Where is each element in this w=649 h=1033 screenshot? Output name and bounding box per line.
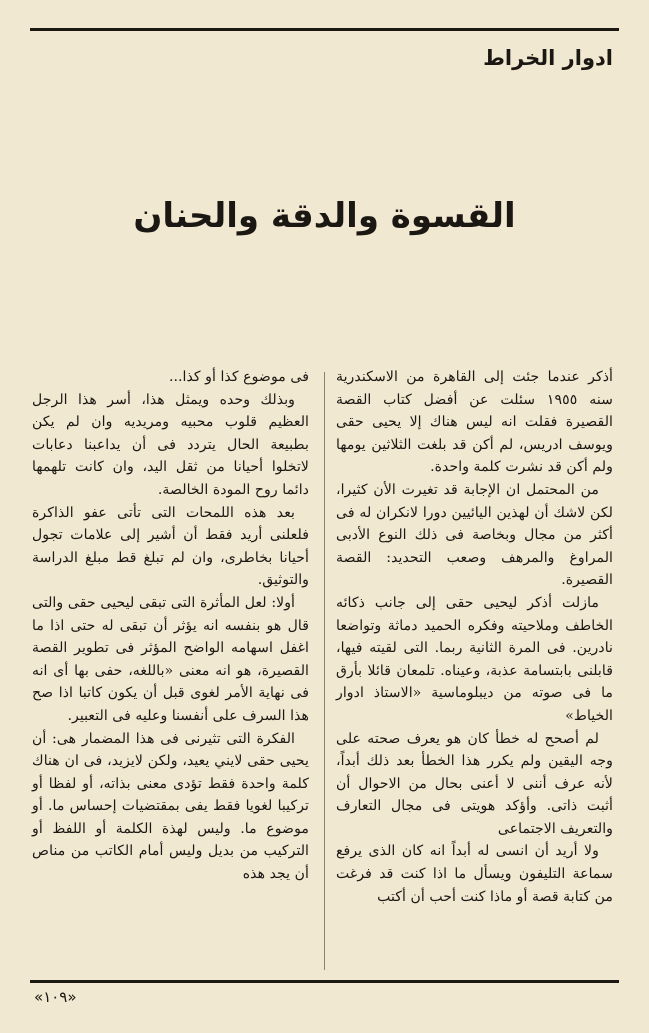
paragraph: مازلت أذكر ليحيى حقى إلى جانب ذكائه الخاطف وملاحيته وفكره الحميد دماثة وتواضعا نادرين. فى المرة الثانية ربما. التى لقيته فيها، قابلنى بابتسامة عذبة، وعيناه. تلمعان قائلا بأرق ما فى صوته من ديبلوماسية «الاستاذ ادوار الخياط» — [336, 594, 613, 724]
paragraph: الفكرة التى تثيرنى فى هذا المضمار هى: أن يحيى حقى لايني يعيد، ولكن لايزيد، فى ان هناك كلمة واحدة فقط تؤدى معنى بذاته، أو لفظا أو تركيبا لغويا فقط يفى بمقتضيات إحساس ما. أو موضوع ما. وليس لهذة الكلمة أو اللفظ أو التركيب من بديل وليس أمام الكاتب من مناص أن يجد هذه — [32, 730, 309, 883]
text-column-left — [32, 366, 309, 886]
author-name: ادوار الخراط — [483, 46, 613, 70]
paragraph: أذكر عندما جئت إلى القاهرة من الاسكندرية سنه ١٩٥٥ سئلت عن أفضل كتاب القصة القصيرة فقلت انه ليس هناك إلا يحيى حقى ويوسف ادريس، لم أكن قد بلغت الثلاثين يومها ولم أكن قد نشرت كلمة واحدة. — [336, 369, 613, 476]
paragraph: ولا أريد أن انسى له أبداً انه كان الذى يرفع سماعة التليفون ويسأل ما اذا كنت قد فرغت من كتابة قصة أو ماذا كنت أحب أن أكتب — [336, 843, 613, 905]
article-title: القسوة والدقة والحنان — [133, 196, 516, 236]
paragraph: فى موضوع كذا أو كذا... — [168, 369, 309, 385]
column-divider — [324, 372, 325, 970]
top-rule — [30, 28, 619, 31]
bottom-rule — [30, 980, 619, 983]
paragraph: بعد هذه اللمحات التى تأتى عفو الذاكرة فلعلنى أريد فقط أن أشير إلى علامات تجول أحيانا بخاطرى، وان لم تبلغ قط مبلغ الدراسة والتوثيق. — [32, 504, 309, 589]
paragraph: أولا: لعل المأثرة التى تبقى ليحيى حقى والتى قال هو بنفسه انه يؤثر أن تبقى له حتى اذا ما اغفل اسهامه الواضح المؤثر فى تطوير القصة القصيرة، هو انه معنى «باللغه، حفى بها أى انه فى نهاية الأمر لغوى قبل أن يكون كاتبا اذا صح هذا السرف على أنفسنا وعليه فى التعبير. — [32, 594, 309, 724]
page-number: «١٠٩» — [34, 988, 77, 1006]
paragraph: من المحتمل ان الإجابة قد تغيرت الأن كثيرا، لكن لاشك أن لهذين اليائيين دورا لانكران له فى أكثر من مجال وبخاصة فى ذلك النوع الأدبى المراوغ والمرهف وصعب التحديد: القصة القصيرة. — [336, 481, 613, 589]
paragraph: وبذلك وحده ويمثل هذا، أسر هذا الرجل العظيم قلوب محبيه ومريديه وان لم يكن بطبيعة الحال يتردد فى أن يداعبنا دعابات لاتخلوا أحيانا من ثقل اليد، وان كانت تلهمها دائما روح المودة الخالصة. — [32, 391, 309, 498]
paragraph: لم أصحح له خطأ كان هو يعرف صحته على وجه اليقين ولم يكرر هذا الخطأ بعد ذلك أبداً، لأنه عرف أننى لا أعنى بحال من الاحوال أن أثبت ذاتى. وأؤكد هويتى فى مجال التعارف والتعريف الاجتماعى — [336, 730, 613, 837]
text-column-right — [336, 366, 613, 908]
